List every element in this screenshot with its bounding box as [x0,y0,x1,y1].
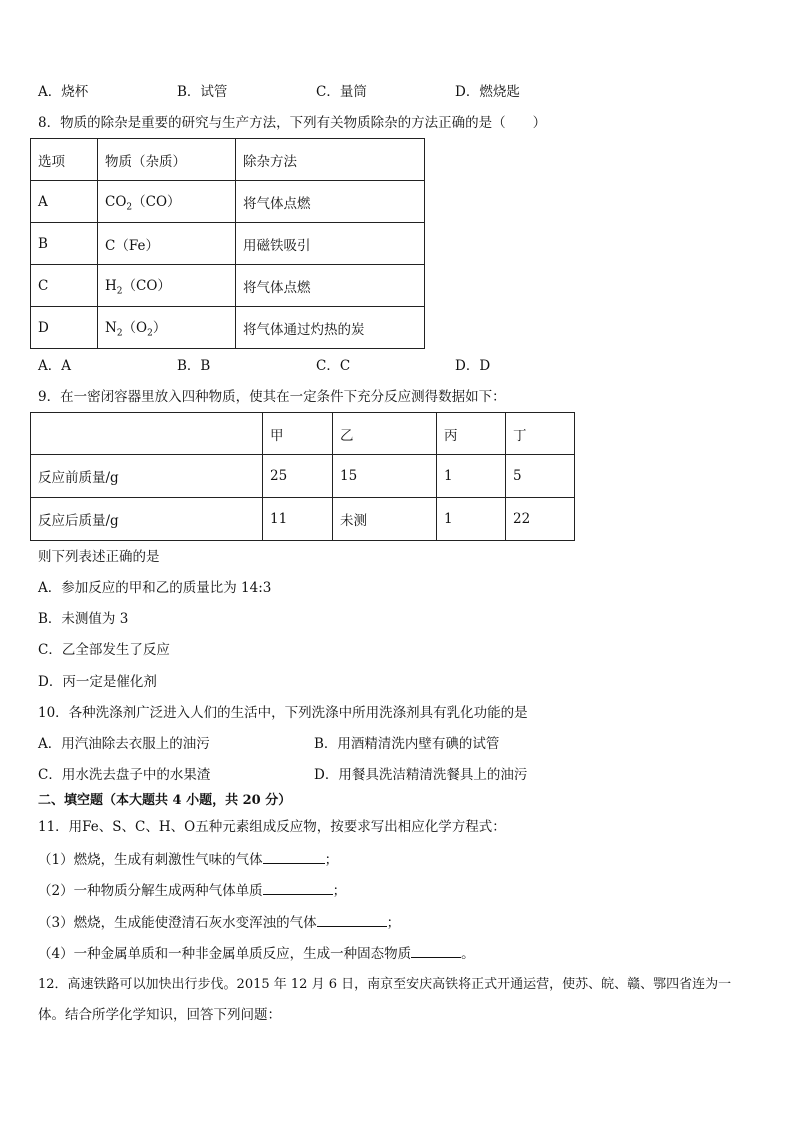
table-row [31,223,425,265]
answer-blank[interactable] [263,850,325,864]
q9-row2-label: 反应后质量/g [31,498,263,541]
q10-option-c: C．用水洗去盘子中的水果渣 [38,767,211,783]
q7-option-b: B．试管 [177,84,228,100]
q8-option-b: B．B [177,358,211,374]
table-row [31,413,575,455]
q8-row-a-method: 将气体点燃 [236,181,425,223]
q9-header-jia: 甲 [263,413,333,455]
q8-header-material: 物质（杂质） [98,139,236,181]
q8-table [30,138,425,349]
q9-row2-ding: 22 [506,498,575,541]
answer-blank[interactable] [263,881,333,895]
q9-row1-yi: 15 [333,455,437,498]
q7-option-d: D．燃烧匙 [455,84,520,100]
q7-option-c: C．量筒 [316,84,367,100]
section-title: 二、填空题（本大题共 4 小题，共 20 分） [38,793,292,808]
q11-item-2: （2）一种物质分解生成两种气体单质 ； [38,883,347,899]
q9-row2-bing: 1 [437,498,506,541]
q11-stem: 11．用Fe、S、C、H、O五种元素组成反应物，按要求写出相应化学方程式： [38,819,506,835]
q12-line-2: 体。结合所学化学知识，回答下列问题： [38,1007,281,1023]
q9-header-yi: 乙 [333,413,437,455]
q8-header-method: 除杂方法 [236,139,425,181]
q10-option-d: D．用餐具洗洁精清洗餐具上的油污 [314,767,528,783]
q9-option-b: B．未测值为 3 [38,611,129,627]
q9-stem: 9．在一密闭容器里放入四种物质，使其在一定条件下充分反应测得数据如下： [38,389,506,405]
q8-row-d-option: D [31,307,98,349]
table-row [31,498,575,541]
q9-option-d: D．丙一定是催化剂 [38,674,157,690]
q8-option-d: D．D [455,358,491,374]
q9-row1-label: 反应前质量/g [31,455,263,498]
q11-item-1: （1）燃烧，生成有刺激性气味的气体 ； [38,852,339,868]
answer-blank[interactable] [411,944,461,958]
table-row [31,181,425,223]
q9-row2-jia: 11 [263,498,333,541]
table-row [31,455,575,498]
q8-option-a: A．A [38,358,71,374]
q8-row-b-material: C（Fe） [98,223,236,265]
table-row [31,307,425,349]
q9-option-c: C．乙全部发生了反应 [38,642,170,658]
answer-blank[interactable] [317,913,387,927]
q10-option-b: B．用酒精清洗内壁有碘的试管 [314,736,500,752]
q9-row2-yi: 未测 [333,498,437,541]
q8-row-c-option: C [31,265,98,307]
q8-row-d-material: $N_2(O_2)$ [98,307,236,349]
table-row [31,265,425,307]
q9-row1-jia: 25 [263,455,333,498]
q9-table [30,412,575,541]
q8-row-b-option: B [31,223,98,265]
q9-header-bing: 丙 [437,413,506,455]
q9-header-blank [31,413,263,455]
q8-header-option: 选项 [31,139,98,181]
q9-header-ding: 丁 [506,413,575,455]
q8-row-d-method: 将气体通过灼热的炭 [236,307,425,349]
q8-row-c-material: $H_2(CO)$ [98,265,236,307]
q8-row-a-option: A [31,181,98,223]
q8-option-c: C．C [316,358,351,374]
q8-stem: 8．物质的除杂是重要的研究与生产方法，下列有关物质除杂的方法正确的是（ ） [38,115,547,131]
q9-row1-ding: 5 [506,455,575,498]
q9-row1-bing: 1 [437,455,506,498]
q9-option-a: A．参加反应的甲和乙的质量比为 14:3 [38,580,272,596]
q10-option-a: A．用汽油除去衣服上的油污 [38,736,210,752]
q10-stem: 10．各种洗涤剂广泛进入人们的生活中，下列洗涤中所用洗涤剂具有乳化功能的是 [38,705,528,721]
q7-option-a: A．烧杯 [38,84,89,100]
q11-item-4: （4）一种金属单质和一种非金属单质反应，生成一种固态物质 。 [38,946,475,962]
q11-item-3: （3）燃烧，生成能使澄清石灰水变浑浊的气体 ； [38,915,401,931]
q12-line-1: 12．高速铁路可以加快出行步伐。2015 年 12 月 6 日，南京至安庆高铁将正式开通运营，使苏、皖、赣、鄂四省连为一 [38,977,732,992]
q8-row-a-material: $CO_2(CO)$ [98,181,236,223]
table-row [31,139,425,181]
q9-lead: 则下列表述正确的是 [38,549,160,565]
q8-row-c-method: 将气体点燃 [236,265,425,307]
q8-row-b-method: 用磁铁吸引 [236,223,425,265]
